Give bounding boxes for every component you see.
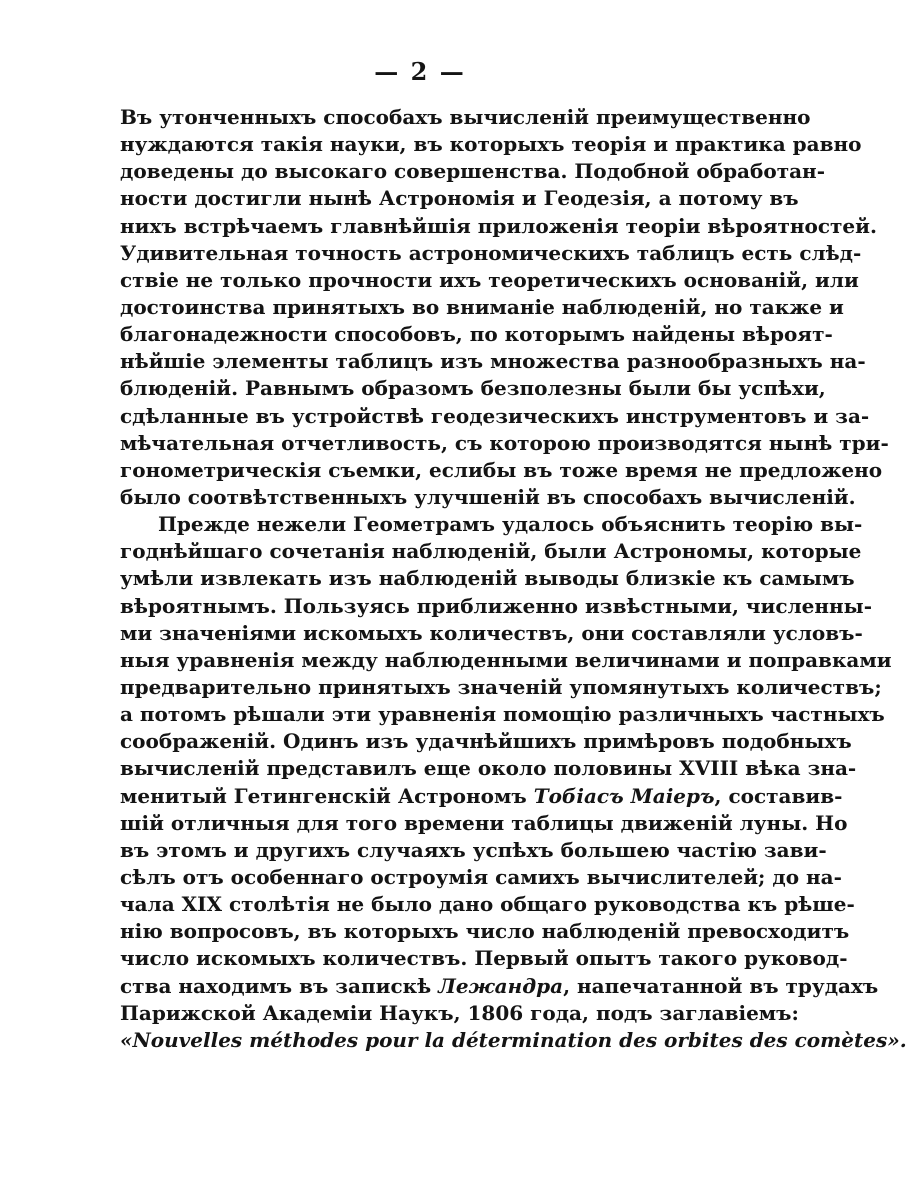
text-line: нѣйшіе элементы таблицъ изъ множества разнообразныхъ на- xyxy=(120,349,866,374)
text-line xyxy=(120,1027,907,1054)
text-line: вѣроятнымъ. Пользуясь приближенно извѣстными, численны- xyxy=(120,593,873,618)
page-number: — 2 — xyxy=(374,57,466,86)
text-line: нію вопросовъ, въ которыхъ число наблюденій превосходитъ xyxy=(120,919,850,944)
author-name-legendre: Лежандра xyxy=(438,973,564,998)
text-line: Въ утонченныхъ способахъ вычисленій преимущественно xyxy=(120,105,811,129)
text-line: въ этомъ и другихъ случаяхъ успѣхъ большею частію зави- xyxy=(120,837,827,862)
author-name-maier: Тобіасъ Маіеръ xyxy=(533,783,715,808)
text-line: Прежде нежели Геометрамъ удалось объяснить теорію вы- xyxy=(158,512,863,537)
text-line: гонометрическія съемки, еслибы въ тоже время не предложено xyxy=(120,457,883,482)
text-line: чала XIX столѣтія не было дано общаго руководства къ рѣше- xyxy=(120,892,855,917)
text-line: было соотвѣтственныхъ улучшеній въ способахъ вычисленій. xyxy=(120,484,856,509)
text-line: число искомыхъ количествъ. Первый опытъ такого руковод- xyxy=(120,946,848,971)
text-line xyxy=(120,783,843,810)
text-line: умѣли извлекать изъ наблюденій выводы близкіе къ самымъ xyxy=(120,566,855,591)
text-line: годнѣйшаго сочетанія наблюденій, были Астрономы, которые xyxy=(120,539,862,564)
text-line xyxy=(120,973,879,1000)
text-line: предварительно принятыхъ значеній упомянутыхъ количествъ; xyxy=(120,674,882,699)
text-line: ми значеніями искомыхъ количествъ, они составляли условъ- xyxy=(120,620,863,645)
text-line: ныя уравненія между наблюденными величинами и поправками xyxy=(120,647,892,672)
text-line: ствіе не только прочности ихъ теоретическихъ основаній, или xyxy=(120,267,859,292)
text-line: блюденій. Равнымъ образомъ безполезны были бы успѣхи, xyxy=(120,376,826,401)
text-line: доведены до высокаго совершенства. Подобной обработан- xyxy=(120,159,825,184)
memoir-title: «Nouvelles méthodes pour la détermination des orbites des comètes». xyxy=(120,1027,907,1052)
text-segment: менитый Гетингенскій Астрономъ xyxy=(120,783,527,808)
body-text xyxy=(120,104,907,1054)
text-line: а потомъ рѣшали эти уравненія помощію различныхъ частныхъ xyxy=(120,702,885,727)
text-line: шій отличныя для того времени таблицы движеній луны. Но xyxy=(120,810,848,835)
text-segment: ства находимъ въ запискѣ xyxy=(120,973,432,998)
text-line: ности достигли нынѣ Астрономія и Геодезія, а потому въ xyxy=(120,186,799,211)
text-line: благонадежности способовъ, по которымъ найдены вѣроят- xyxy=(120,322,833,347)
text-line: вычисленій представилъ еще около половины XVIII вѣка зна- xyxy=(120,756,857,781)
text-line: Парижской Академіи Наукъ, 1806 года, подъ заглавіемъ: xyxy=(120,1000,799,1025)
text-line: соображеній. Одинъ изъ удачнѣйшихъ примѣровъ подобныхъ xyxy=(120,729,852,754)
text-line: достоинства принятыхъ во вниманіе наблюденій, но также и xyxy=(120,294,844,319)
text-line: нуждаются такія науки, въ которыхъ теорія и практика равно xyxy=(120,132,862,157)
text-line: сдѣланные въ устройствѣ геодезическихъ инструментовъ и за- xyxy=(120,403,870,428)
text-segment: , составив- xyxy=(714,783,843,808)
text-line: сѣлъ отъ особеннаго остроумія самихъ вычислителей; до на- xyxy=(120,864,842,889)
text-line: Удивительная точность астрономическихъ таблицъ есть слѣд- xyxy=(120,240,862,265)
text-line: нихъ встрѣчаемъ главнѣйшія приложенія теоріи вѣроятностей. xyxy=(120,213,877,238)
text-line: мѣчательная отчетливость, съ которою производятся нынѣ три- xyxy=(120,430,889,455)
text-segment: , напечатанной въ трудахъ xyxy=(563,973,879,998)
